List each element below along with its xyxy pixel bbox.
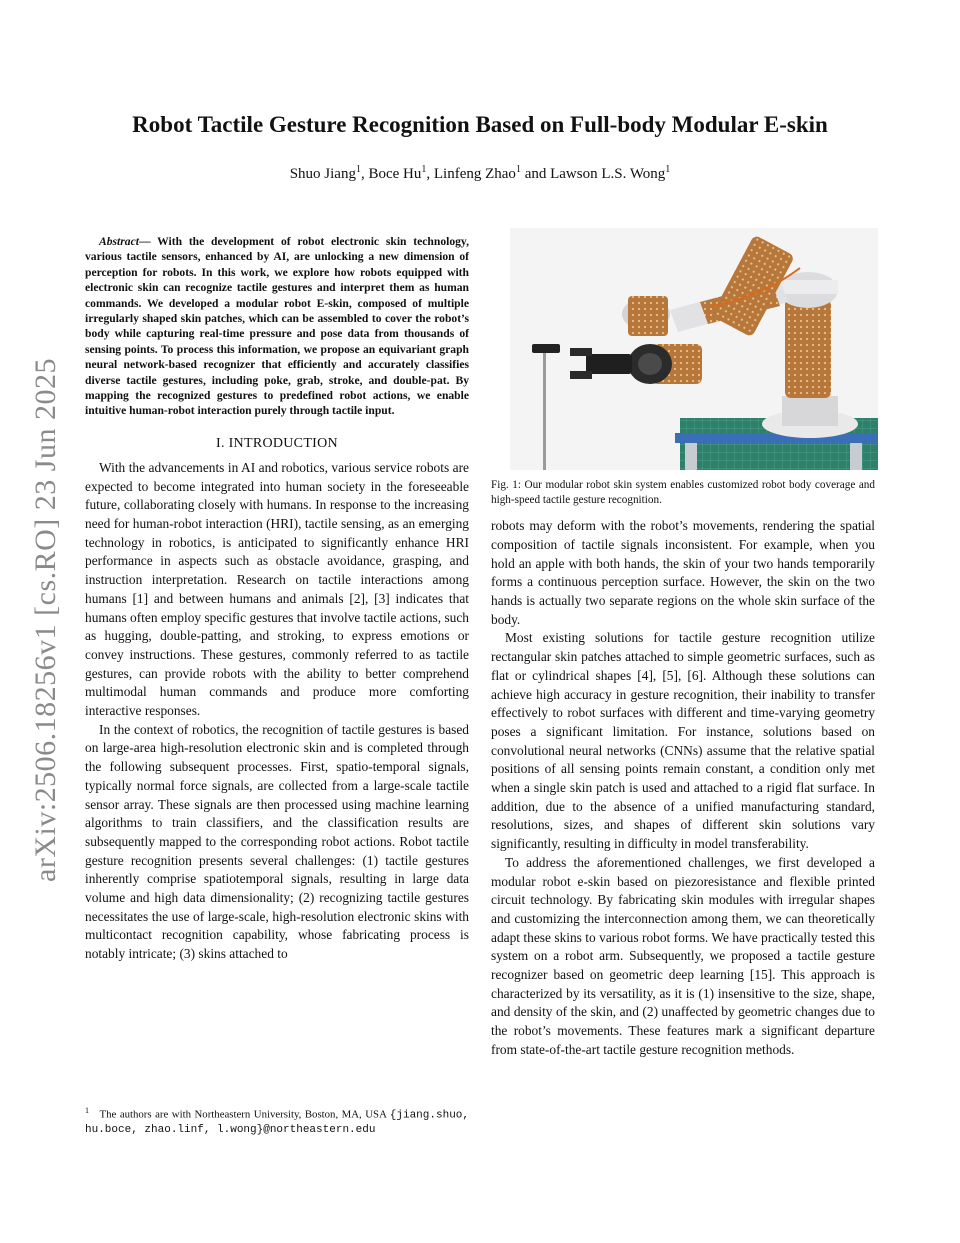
paper-title: Robot Tactile Gesture Recognition Based on Full-body Modular E-skin bbox=[132, 112, 828, 137]
abstract-label: Abstract bbox=[99, 235, 139, 248]
paragraph: To address the aforementioned challenges, we first developed a modular robot e-skin based on piezoresistance and flexible printed circuit technology. By fabricating skin modules with irregular shapes and customizing the interconnection among them, we can theoretically adapt these skins to various robot forms. We have practically tested this system on a robot arm. Subsequently, we proposed a tactile gesture recognizer based on geometric deep learning [15]. This approach is characterized by its versatility, as it is (1) insensitive to the size, shape, and density of the skin, and (2) unaffected by geometric changes due to the robot’s movements. These features mark a significant departure from state-of-the-art tactile gesture recognition methods. bbox=[491, 854, 875, 1057]
footnote bbox=[85, 1104, 469, 1138]
affiliation-marker: 1 bbox=[515, 164, 521, 175]
author-name: Lawson L.S. Wong bbox=[550, 166, 666, 182]
author-name: Shuo Jiang bbox=[289, 166, 356, 182]
paragraph: In the context of robotics, the recognition of tactile gestures is based on large-area high-resolution electronic skin and is completed through the following subsequent processes. First, spatio-temporal signals, typically normal force signals, are collected from a large-scale tactile sensor array. These signals are then processed using machine learning algorithms to train classifiers, and the classification results are subsequently mapped to the corresponding robot actions. Robot tactile gesture recognition presents several challenges: (1) tactile gestures inherently comprise spatiotemporal signals, resulting in large data volume and high data dimensionality; (2) recognizing tactile gestures necessitates the use of large-scale, high-resolution electronic skins with multicontact recognition capability, whose fabricating process is notably intricate; (3) skins attached to bbox=[85, 721, 469, 962]
paragraph: With the advancements in AI and robotics, various service robots are expected to become integrated into human society in the foreseeable future, collaborating closely with humans. In response to the increasing need for human-robot interaction (HRI), tactile sensing, as an emerging technology in robotics, is anticipated to significantly enhance HRI performance in aspects such as obstacle avoidance, grasping, and instruction interpretation. Research on tactile interactions among humans [1] and between humans and animals [2], [3] indicates that humans often employ specific gestures that involve tactile actions, such as hugging, double-patting, and stroking, to express emotions or convey instructions. These gestures, commonly referred to as tactile gestures, can provide robots with the ability to better comprehend multimodal human commands and produce more comforting interactive responses. bbox=[85, 459, 469, 719]
arxiv-identifier bbox=[26, 340, 66, 900]
right-column bbox=[491, 228, 875, 1060]
abstract-text: With the development of robot electronic skin technology, various tactile sensors, enhanced by AI, are unlocking a new dimension of perception for robots. In this work, we explore how robots equipped with electronic skin can recognize tactile gestures and interpret them as human commands. We developed a modular robot E-skin, composed of multiple irregularly shaped skin patches, which can be assembled to cover the robot’s body while capturing real-time pressure and pose data from thousands of sensing points. To process this information, we propose an equivariant graph neural network-based recognizer that efficiently and accurately classifies diverse tactile gestures, including poke, grab, stroke, and double-pat. By mapping the recognized gestures to predefined robot actions, we enable intuitive human-robot interaction purely through tactile input. bbox=[85, 235, 469, 418]
author-name: Boce Hu bbox=[368, 166, 422, 182]
robot-arm-figure bbox=[510, 228, 878, 470]
paragraph: Most existing solutions for tactile gesture recognition utilize rectangular skin patches attached to simple geometric surfaces, such as flat or cylindrical shapes [4], [5], [6]. Although these solutions can achieve high accuracy in gesture recognition, their inability to transfer effectively to robot surfaces with different and time-varying geometry poses a significant limitation. For instance, solutions based on convolutional neural networks (CNNs) assume that the relative spatial positions of all sensing points remain constant, a condition only met when a single skin patch is used and attached to a rigid flat surface. In addition, due to the absence of a unified manufacturing standard, resolutions, sizes, and shapes of different skin solutions vary significantly, resulting in difficulty in model transferability. bbox=[491, 630, 875, 852]
left-column bbox=[85, 234, 469, 964]
author-name: Linfeng Zhao bbox=[433, 166, 516, 182]
author-separator: and bbox=[520, 166, 551, 182]
footnote-text: The authors are with Northeastern University, Boston, MA, USA bbox=[99, 1108, 387, 1121]
affiliation-marker: 1 bbox=[665, 164, 671, 175]
abstract bbox=[85, 234, 469, 419]
affiliation-marker: 1 bbox=[355, 164, 361, 175]
arxiv-identifier-text: arXiv:2506.18256v1 [cs.RO] 23 Jun 2025 bbox=[29, 358, 62, 882]
abstract-dash: — bbox=[138, 235, 158, 248]
figure-caption: Fig. 1: Our modular robot skin system enables customized robot body coverage and high-speed tactile gesture recognition. bbox=[491, 479, 875, 506]
author-list bbox=[60, 166, 900, 183]
paragraph: robots may deform with the robot’s movements, rendering the spatial composition of tactile signals inconsistent. For example, when you hold an apple with both hands, the skin of your two hands temporarily forms a continuous perception surface. However, the skin on the two hands is actually two separate regions on the whole skin surface of the body. bbox=[491, 518, 875, 627]
footnote-emails: {jiang.shuo, hu.boce, zhao.linf, l.wong}@northeastern.edu bbox=[85, 1109, 469, 1137]
affiliation-marker: 1 bbox=[421, 164, 427, 175]
author-separator: , bbox=[360, 166, 369, 182]
author-separator: , bbox=[426, 166, 434, 182]
section-heading-introduction: I. INTRODUCTION bbox=[216, 435, 338, 451]
footnote-marker: 1 bbox=[85, 1106, 89, 1115]
